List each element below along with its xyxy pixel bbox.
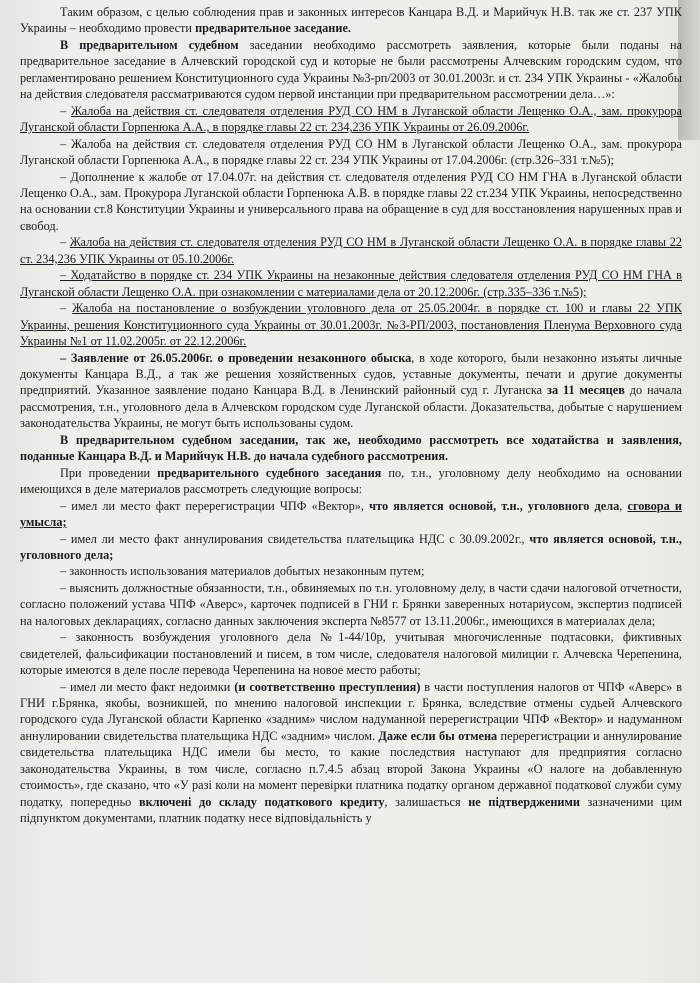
text-run: (и соответственно преступления)	[234, 679, 421, 694]
text-run: за 11 месяцев	[547, 383, 625, 398]
paragraph-p07	[20, 267, 682, 300]
paragraph-p09	[20, 350, 682, 432]
text-run: что является основой, т.н., уголовного дела	[369, 498, 620, 513]
paragraph-p13	[20, 531, 682, 564]
text-run: заседании необходимо рассмотреть заявления, которые были поданы на предварительное заседание в Алчевский городской суд и которые не были рассмотрены Алчевским городским судом, что регламентировано решением Конституционного суда Украины №3-рп/2003 от 30.01.2003г. и ст. 234 УПК Украины - «Жалобы на действия следователя рассматриваются судом первой инстанции при предварительном рассмотрении дела…»:	[20, 37, 683, 102]
paragraph-p17	[20, 679, 682, 827]
text-run: не підтвердженими	[468, 794, 580, 809]
text-run: –	[60, 235, 70, 250]
text-run: В предварительном судебном заседании, так же, необходимо рассмотреть все ходатайства и заявления, поданные Канцара В.Д. и Марийчук Н.В. до начала судебного рассмотрения.	[20, 432, 682, 464]
text-run: Жалоба на действия ст. следователя отделения РУД СО НМ в Луганской области Лещенко О.А., зам. прокурора Луганской области Горпенюка А.А., в порядке главы 22 ст. 234,236 УПК Украины от 26.09.2006г.	[20, 103, 682, 135]
paragraph-p04	[20, 136, 682, 169]
text-run: В	[60, 37, 80, 52]
document-body	[20, 4, 682, 827]
text-run: Жалоба на постановление о возбуждении уголовного дела от 25.05.2004г. в порядке ст. 100 и главы 22 УПК Украины, решения Конституционного суда Украины от 30.01.2003г. №3-РП/2003, постановления Пленума Верховного суда Украины №1 от 11.02.2005г. от 22.12.2006г.	[20, 301, 682, 349]
text-run: предварительное заседание.	[195, 21, 351, 36]
text-run: зазначеними цим підпунктом документами, платник податку несе відповідальність у	[20, 794, 682, 826]
text-run: – имел ли место факт перерегистрации ЧПФ «Вектор»,	[60, 498, 370, 513]
text-run: предварительного судебного заседания	[157, 465, 382, 480]
text-run: При проведении	[60, 465, 158, 480]
paragraph-p11	[20, 465, 682, 498]
text-run: включені до складу податкового кредиту	[138, 794, 385, 809]
text-run: – имел ли место факт аннулирования свидетельства плательщика НДС с 30.09.2002г.,	[60, 531, 530, 546]
text-run: – Заявление от 26.05.2006г. о проведении незаконного обыска	[60, 350, 412, 365]
paragraph-p10	[20, 432, 682, 465]
text-run: – законность использования материалов добытых незаконным путем;	[60, 564, 425, 579]
text-run: –	[60, 301, 73, 316]
text-run: , в ходе которого, были незаконно изъяты личные документы Канцара В.Д., а так же решения хозяйственных судов, уставные документы, печати и другие документы предприятий. Указанное заявление подано Канцара В.Д. в Ленинский районный суд г. Луганска	[20, 350, 682, 398]
text-run: – Жалоба на действия ст. следователя отделения РУД СО НМ в Луганской области Лещенко О.А., зам. прокурора Луганской области Горпенюка А.А., в порядке главы 22 ст. 234 УПК Украины от 17.04.2006г. (стр.326–331 т.№5);	[20, 136, 682, 168]
text-run: – имел ли место факт недоимки	[60, 679, 235, 694]
text-run: по, т.н., уголовному делу необходимо на основании имеющихся в деле материалов рассмотреть следующие вопросы:	[20, 465, 682, 497]
paragraph-p06	[20, 234, 682, 267]
text-run: – выяснить должностные обязанности, т.н., обвиняемых по т.н. уголовному делу, в части сдачи налоговой отчетности, согласно положений устава ЧПФ «Аверс», карточек подписей в ГНИ г. Брянки заверенных нотариусом, экспертиз подписей на налоговых декларациях, согласно данных заключения эксперта №8577 от 13.11.2006г., имеющихся в материалах дела;	[20, 580, 682, 628]
text-run: – Дополнение к жалобе от 17.04.07г. на действия ст. следователя отделения РУД СО НМ ГНА в Луганской области Лещенко О.А., зам. Прокурора Луганской области Горпенюка А.В. в порядке главы 22 ст.234 УПК Украины, непосредственно на основании ст.8 Конституции Украины и универсального права на обращение в суд для восстановления нарушенных прав и свобод.	[20, 169, 682, 233]
paragraph-p02	[20, 37, 682, 103]
text-run: – законность возбуждения уголовного дела №1-44/10р, учитывая многочисленные подтасовки, фиктивных свидетелей, фальсификации постановлений и писем, в том числе, следователя налоговой милиции г. Алчевска Черепенина, которые имеются в деле после перевода Черепенина на новое место работы;	[20, 630, 682, 678]
text-run: –	[60, 103, 71, 118]
paragraph-p14	[20, 563, 682, 579]
paragraph-p12	[20, 498, 682, 531]
text-run: сговора и умысла;	[20, 498, 683, 530]
text-run: , залишається	[384, 794, 469, 809]
paragraph-p15	[20, 580, 682, 629]
paragraph-p05	[20, 169, 682, 235]
paragraph-p01	[20, 4, 682, 37]
text-run: предварительном судебном	[79, 37, 239, 52]
text-run: Таким образом, с целью соблюдения прав и законных интересов Канцара В.Д. и Марийчук Н.В. так же ст. 237 УПК Украины – необходимо провести	[20, 5, 682, 36]
text-run: Даже если бы отмена	[378, 728, 498, 743]
paragraph-p16	[20, 629, 682, 678]
paragraph-p03	[20, 103, 682, 136]
text-run: перерегистрации и аннулирование свидетельства плательщика НДС имели бы место, то какие последствия наступают для предприятия согласно законодательства Украины, в том числе, согласно п.7.4.5 абзац второй Закона Украины «О налоге на добавленную стоимость», где сказано, что «У разі коли на момент перевірки платника податку органом державної податкової служби суму податку, попередньо	[20, 728, 682, 809]
text-run: Жалоба на действия ст. следователя отделения РУД СО НМ в Луганской области Лещенко О.А. в порядке главы 22 ст. 234,236 УПК Украины от 05.10.2006г.	[20, 235, 682, 266]
paragraph-p08	[20, 300, 682, 349]
text-run: в части поступления налогов от ЧПФ «Аверс» в ГНИ г.Брянка, якобы, возникшей, по мнению налоговой инспекции г. Брянка, вследствие отмены судьей Алчевского городского суда Луганской области Карпенко «задним» числом надуманной перерегистрации ЧПФ «Вектор» и надуманном аннулировании свидетельства плательщика НДС «задним» числом.	[20, 679, 682, 743]
text-run: – Ходатайство в порядке ст. 234 УПК Украины на незаконные действия следователя отделения РУД СО НМ ГНА в Луганской области Лещенко О.А. при ознакомлении с материалами дела от 20.12.2006г. (стр.335–336 т.№5);	[20, 268, 682, 299]
text-run: ,	[619, 498, 628, 513]
text-run: что является основой, т.н., уголовного дела;	[20, 531, 682, 562]
text-run: до начала рассмотрения, т.н., уголовного дела в Алчевском городском суде Луганской области. Доказательства, добытые с нарушением законодательства Украины, не могут быть использованы судом.	[20, 383, 682, 431]
